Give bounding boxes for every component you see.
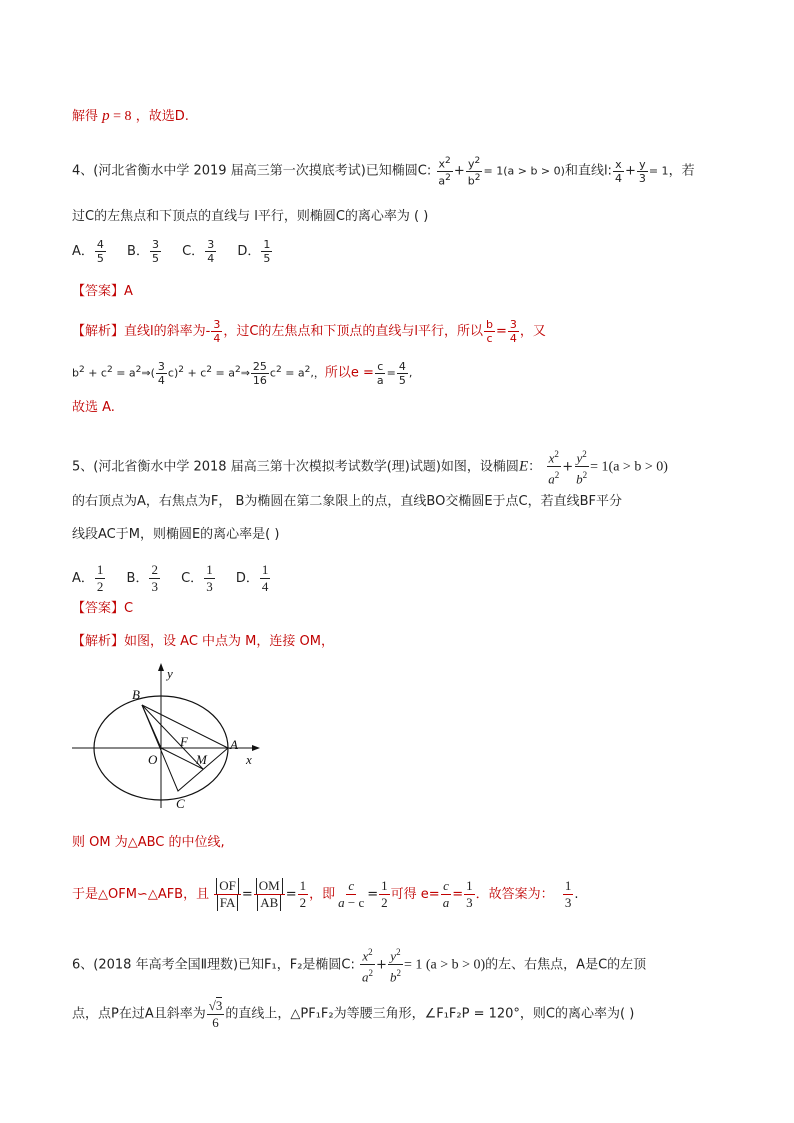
q4-analysis-line1: 【解析】直线l的斜率为- $\frac{3}{4}$ ，过C的左焦点和下顶点的直线与l平行，所以 $\frac{b}{c}$ = $\frac{3}{4}$ ，又: [72, 318, 546, 345]
q4-analysis-line2: $b^2 + c^2$ = $a^2\Rightarrow$( $\frac{3}{4}$ $c)^2 + c^2$ = $a^2\Rightarrow$ $\frac{25}{16}$ $c^2 = a^2$,，所以e = $\frac{c}{a}$ = $\frac{4}{5}$ ,: [72, 360, 413, 388]
y-axis-arrow: [158, 663, 164, 671]
label-o: O: [148, 752, 158, 767]
q5-option-c: C． $\frac{1}{3}$: [181, 562, 213, 594]
q5-answer: 【答案】C: [72, 601, 134, 616]
q5-option-b: B． $\frac{2}{3}$: [126, 562, 158, 594]
q5-stem-line3: 线段AC于M，则椭圆E的离心率是( ): [72, 527, 280, 542]
label-c: C: [176, 796, 185, 810]
q4-answer: 【答案】A: [72, 284, 133, 299]
label-a: A: [230, 737, 238, 752]
ellipse-figure: [70, 660, 270, 810]
label-f: F: [180, 734, 188, 749]
q5-option-d: D． $\frac{1}{4}$: [235, 562, 269, 594]
label-y: y: [167, 666, 173, 681]
q4-conclusion: 故选 A.: [72, 400, 115, 415]
q5-analysis: 【解析】如图，设 AC 中点为 M，连接 OM，: [72, 634, 334, 649]
prev-solution-line: 解得 p = 8 ，故选D.: [72, 108, 189, 124]
q4-option-d: D． $\frac{1}{5}$: [237, 238, 271, 265]
segment-bo: [142, 705, 161, 748]
q4-stem-line2: 过C的左焦点和下顶点的直线与 l平行，则椭圆C的离心率为 ( ): [72, 209, 429, 224]
q4-option-a: A． $\frac{4}{5}$: [72, 238, 104, 265]
q4-options: [72, 238, 289, 265]
q5-stem-line2: 的右顶点为A，右焦点为F， B为椭圆在第二象限上的点，直线BO交椭圆E于点C，若直线BF平分: [72, 494, 623, 509]
label-b: B: [132, 687, 140, 702]
q4-option-c: C． $\frac{3}{4}$: [182, 238, 215, 265]
label-m: M: [196, 752, 207, 767]
q5-conclusion-line2: 于是△OFM∽△AFB，且 $\frac{OF}{FA}$ = $\frac{OM}{AB}$ = $\frac{1}{2}$ ，即 $\frac{c}{a - c}$ = $\frac{1}{2}$ 可得 e= $\frac{c}{a}$ = $\frac{1}{3}$ ．故答案为： $\frac{1}{3}$ .: [72, 878, 579, 910]
label-x: x: [246, 752, 252, 767]
q4-option-b: B． $\frac{3}{5}$: [127, 238, 159, 265]
q6-stem-line1: 6、(2018 年高考全国Ⅱ理数)已知F₁，F₂是椭圆C: $\frac{x^2}{a^2}$ + $\frac{y^2}{b^2}$ = 1 (a > b > 0)的左、右焦点，A是C的左顶: [72, 944, 646, 986]
q5-options: [72, 562, 287, 595]
x-axis-arrow: [252, 745, 260, 751]
q5-option-a: A． $\frac{1}{2}$: [72, 562, 104, 594]
q5-conclusion-line1: 则 OM 为△ABC 的中位线,: [72, 835, 225, 850]
q4-stem-line1: 4、(河北省衡水中学 2019 届高三第一次摸底考试)已知椭圆C: $\frac{x^2}{a^2}$ + $\frac{y^2}{b^2}$ = 1(a > b > 0)和直线l: $\frac{x}{4}$ + $\frac{y}{3}$ = 1，若: [72, 156, 695, 188]
q5-stem-line1: 5、(河北省衡水中学 2018 届高三第十次模拟考试数学(理)试题)如图，设椭圆E： $\frac{x^2}{a^2}$ + $\frac{y^2}{b^2}$ = 1(a > b > 0): [72, 446, 668, 488]
q6-stem-line2: 点，点P在过A且斜率为 $\frac{√3}{6}$ 的直线上，△PF₁F₂为等腰三角形，∠F₁F₂P = 120°，则C的离心率为( ): [72, 998, 635, 1030]
